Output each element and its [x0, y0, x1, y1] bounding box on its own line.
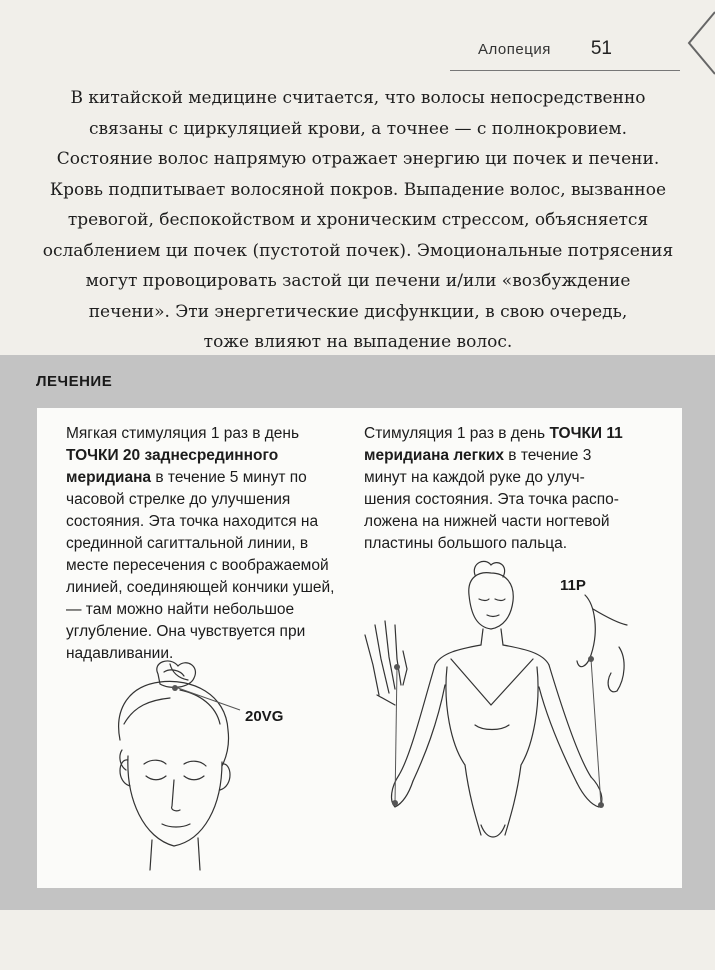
left-description: в течение 5 минут по часовой стрелке до улучшения состояния. Эта точка находится на срединной сагиттальной линии, в месте пересечения с воображаемой линией, соединяющей кончики ушей, — там можно найти небольшое углубление. Она чувствуется при надавливании. [66, 469, 335, 662]
intro-line: ослаблением ци почек (пустотой почек). Эмоциональные потрясения [42, 240, 674, 261]
running-header [478, 38, 655, 68]
head-illustration [100, 660, 250, 870]
intro-line: Кровь подпитывает волосяной покров. Выпадение волос, вызванное [49, 179, 667, 200]
header-divider [450, 70, 680, 71]
point-label-20vg: 20VG [245, 708, 284, 725]
right-intro: Стимуляция 1 раз в день [364, 425, 546, 442]
acupoint-marker [172, 685, 178, 691]
chapter-title: Алопеция [478, 41, 551, 58]
right-instruction [364, 423, 626, 555]
treatment-title: ЛЕЧЕНИЕ [36, 373, 113, 390]
intro-line: Состояние волос напрямую отражает энергию ци почек и печени. [56, 149, 660, 169]
corner-arrow-icon [685, 8, 715, 78]
point-label-11p: 11P [560, 577, 586, 594]
intro-line: В китайской медицине считается, что волосы непосредственно [70, 88, 646, 108]
intro-line: тоже влияют на выпадение волос. [203, 332, 513, 352]
left-point-name: ТОЧКИ 20 заднесрединного меридиана [66, 447, 279, 486]
body-illustration [355, 555, 655, 855]
intro-line: печени». Эти энергетические дисфункции, в свою очередь, [88, 301, 628, 322]
page-number: 51 [590, 38, 612, 59]
right-point-name: ТОЧКИ 11 меридиана легких [364, 425, 623, 464]
intro-line: тревогой, беспокойством и хроническим стрессом, объясняется [67, 210, 649, 230]
intro-line: могут провоцировать застой ци печени и/или «возбуждение [85, 271, 631, 291]
intro-line: связаны с циркуляцией крови, а точнее — с полнокровием. [88, 118, 628, 139]
intro-paragraph [38, 83, 678, 358]
right-description: в течение 3 минут на каждой руке до улучшения состояния. Эта точка расположена на нижней части ногтевой пластины большого пальца. [364, 447, 619, 552]
left-instruction [66, 423, 336, 665]
left-intro: Мягкая стимуляция 1 раз в день [66, 425, 300, 442]
